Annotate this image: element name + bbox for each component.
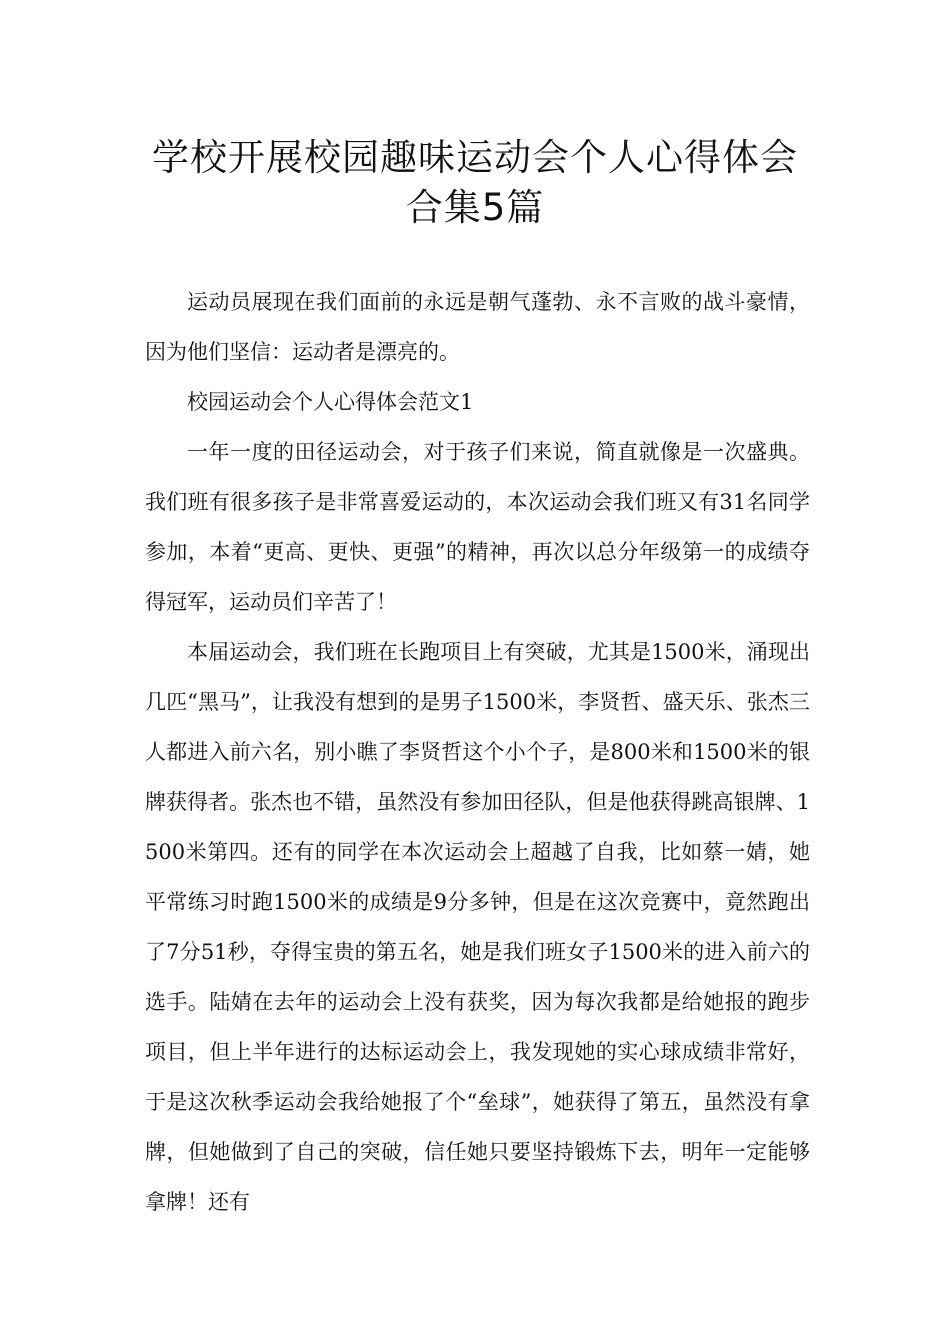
section-heading: 校园运动会个人心得体会范文1 xyxy=(187,390,474,414)
body-paragraph-1: 一年一度的田径运动会，对于孩子们来说，简直就像是一次盛典。我们班有很多孩子是非常喜爱运动的，本次运动会我们班又有31名同学参加，本着“更高、更快、更强”的精神，再次以总分年级第一的成绩夺得冠军，运动员们辛苦了！ xyxy=(145,440,810,614)
body-paragraph-2-block xyxy=(145,627,810,1227)
intro-paragraph: 运动员展现在我们面前的永远是朝气蓬勃、永不言败的战斗豪情，因为他们坚信：运动者是漂亮的。 xyxy=(145,290,810,364)
body-paragraph-2: 本届运动会，我们班在长跑项目上有突破，尤其是1500米，涌现出几匹“黑马”，让我没有想到的是男子1500米，李贤哲、盛天乐、张杰三人都进入前六名，别小瞧了李贤哲这个小个子，是800米和1500米的银牌获得者。张杰也不错，虽然没有参加田径队，但是他获得跳高银牌、1500米第四。还有的同学在本次运动会上超越了自我，比如蔡一婧，她平常练习时跑1500米的成绩是9分多钟，但是在这次竞赛中，竟然跑出了7分51秒，夺得宝贵的第五名，她是我们班女子1500米的进入前六的选手。陆婧在去年的运动会上没有获奖，因为每次我都是给她报的跑步项目，但上半年进行的达标运动会上，我发现她的实心球成绩非常好，于是这次秋季运动会我给她报了个“垒球”，她获得了第五，虽然没有拿牌，但她做到了自己的突破，信任她只要坚持锻炼下去，明年一定能够拿牌！还有 xyxy=(145,640,810,1214)
section-heading-block xyxy=(145,377,810,427)
body-paragraph-1-block xyxy=(145,427,810,627)
document-title-line-1: 学校开展校园趣味运动会个人心得体会 xyxy=(152,136,798,179)
intro-paragraph-block xyxy=(145,277,810,377)
document-title-line-2: 合集5篇 xyxy=(405,186,545,229)
